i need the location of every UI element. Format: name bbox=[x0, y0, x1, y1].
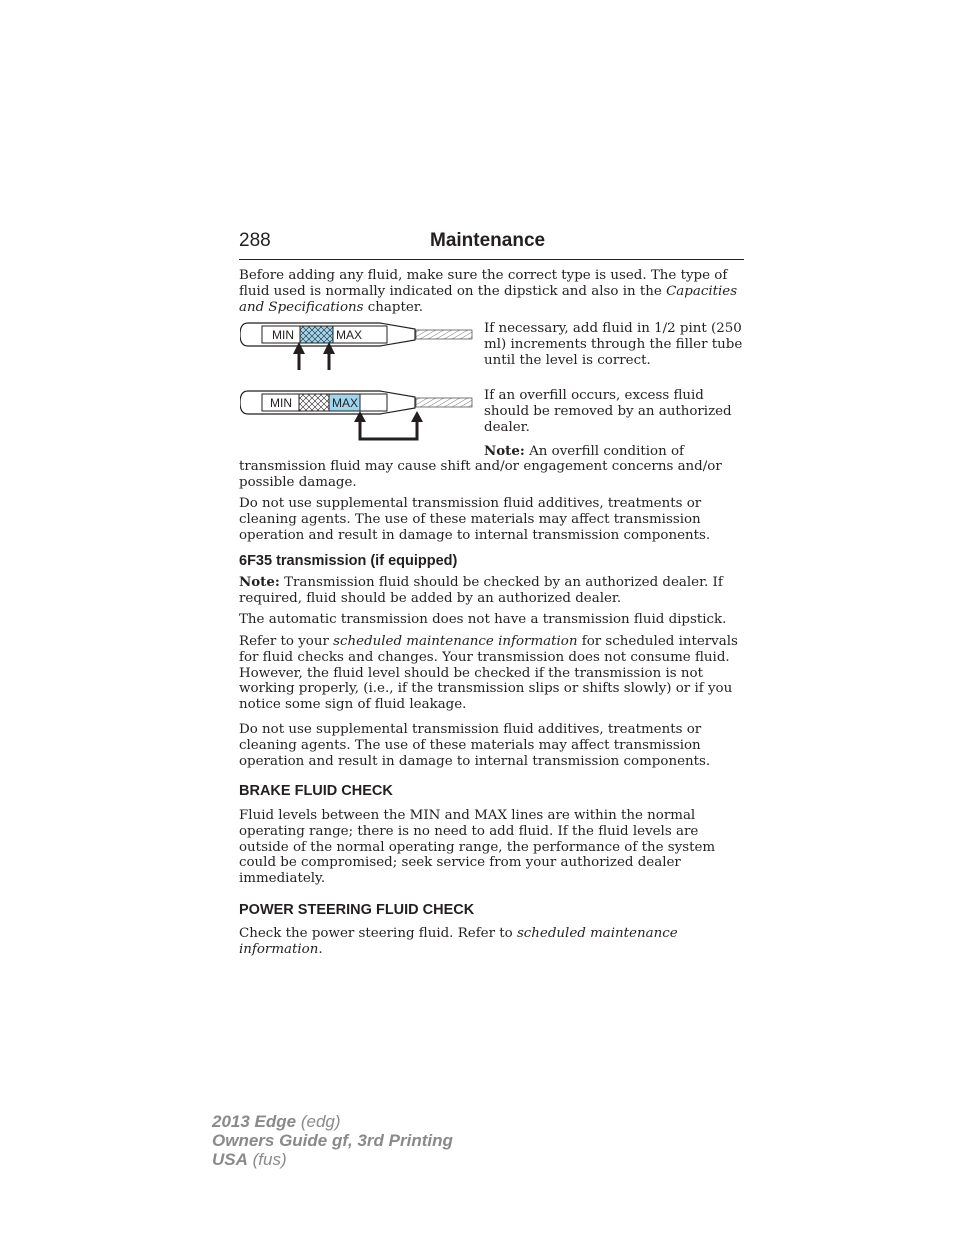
note-label: Note: bbox=[239, 574, 280, 590]
dipstick-top-max-label: MAX bbox=[336, 328, 363, 342]
brake-fluid-paragraph: Fluid levels between the MIN and MAX lines are within the normal operating range; there is no need to add fluid. If the fluid levels are outside of the normal operating range, the performance of the system could be compromised; seek service from your authorized dealer immediately. bbox=[239, 808, 716, 887]
footer-guide: Owners Guide gf, 3rd Printing bbox=[212, 1131, 453, 1150]
add-fluid-instruction: If necessary, add fluid in 1/2 pint (250 ml) increments through the filler tube until the level is correct. bbox=[484, 321, 743, 368]
6f35-note bbox=[239, 575, 744, 607]
footer-guide-line bbox=[212, 1131, 453, 1150]
steering-italic: scheduled maintenance information bbox=[239, 926, 678, 957]
intro-chapter-ref: Capacities and Specifications bbox=[239, 283, 738, 315]
additives-warning-1: Do not use supplemental transmission fluid additives, treatments or cleaning agents. The use of these materials may affect transmission operation and result in damage to internal transmission components. bbox=[239, 496, 711, 543]
bracket-arrow-icon bbox=[354, 411, 423, 439]
dipstick-bottom-min-label: MIN bbox=[270, 396, 292, 410]
refer-text: Refer to your bbox=[239, 634, 334, 649]
footer-region-code: (fus) bbox=[247, 1150, 287, 1169]
intro-text: Before adding any fluid, make sure the correct type is used. The type of fluid used is normally indicated on the dipstick and also in the bbox=[239, 268, 728, 299]
intro-text-end: chapter. bbox=[363, 299, 423, 315]
page-header bbox=[239, 229, 744, 260]
no-dipstick-paragraph: The automatic transmission does not have a transmission fluid dipstick. bbox=[239, 612, 727, 627]
6f35-note-text: Transmission fluid should be checked by an authorized dealer. If required, fluid should be added by an authorized dealer. bbox=[239, 575, 723, 606]
page-title: Maintenance bbox=[430, 230, 546, 251]
intro-paragraph bbox=[239, 268, 744, 315]
heading-power-steering: POWER STEERING FLUID CHECK bbox=[239, 902, 475, 918]
page-number: 288 bbox=[239, 230, 271, 251]
dipstick-top-illustration bbox=[240, 318, 480, 374]
footer-model: 2013 Edge bbox=[212, 1112, 297, 1131]
dipstick-bottom-max-label: MAX bbox=[332, 396, 359, 410]
power-steering-paragraph bbox=[239, 926, 744, 958]
refer-maintenance-paragraph bbox=[239, 634, 744, 713]
refer-text-end: for scheduled intervals for fluid checks and changes. Your transmission does not consume fluid. However, the fluid level should be checked if the transmission is not working properly, (i.e., if the transmission slips or shifts slowly) or if you notice some sign of fluid leakage. bbox=[239, 634, 738, 713]
footer-region-line bbox=[212, 1150, 453, 1169]
additives-warning-2: Do not use supplemental transmission fluid additives, treatments or cleaning agents. The use of these materials may affect transmission operation and result in damage to internal transmission components. bbox=[239, 722, 711, 769]
steering-text: Check the power steering fluid. Refer to bbox=[239, 926, 517, 941]
footer-model-code: (edg) bbox=[296, 1112, 341, 1131]
footer-model-line bbox=[212, 1112, 453, 1131]
steering-text-end: . bbox=[318, 941, 323, 957]
heading-brake-fluid: BRAKE FLUID CHECK bbox=[239, 783, 393, 799]
refer-italic: scheduled maintenance information bbox=[333, 634, 578, 649]
footer-region: USA bbox=[212, 1150, 248, 1169]
dipstick-bottom-illustration bbox=[240, 386, 480, 442]
overfill-note-text: An overfill condition of bbox=[524, 444, 685, 459]
page-footer bbox=[212, 1112, 453, 1169]
overfill-note-continued: transmission fluid may cause shift and/or engagement concerns and/or possible damage. bbox=[239, 459, 722, 490]
note-label: Note: bbox=[484, 443, 525, 459]
dipstick-top-min-label: MIN bbox=[272, 328, 294, 342]
heading-6f35: 6F35 transmission (if equipped) bbox=[239, 553, 458, 569]
overfill-note-start bbox=[484, 444, 746, 460]
overfill-instruction: If an overfill occurs, excess fluid should be removed by an authorized dealer. bbox=[484, 388, 732, 435]
